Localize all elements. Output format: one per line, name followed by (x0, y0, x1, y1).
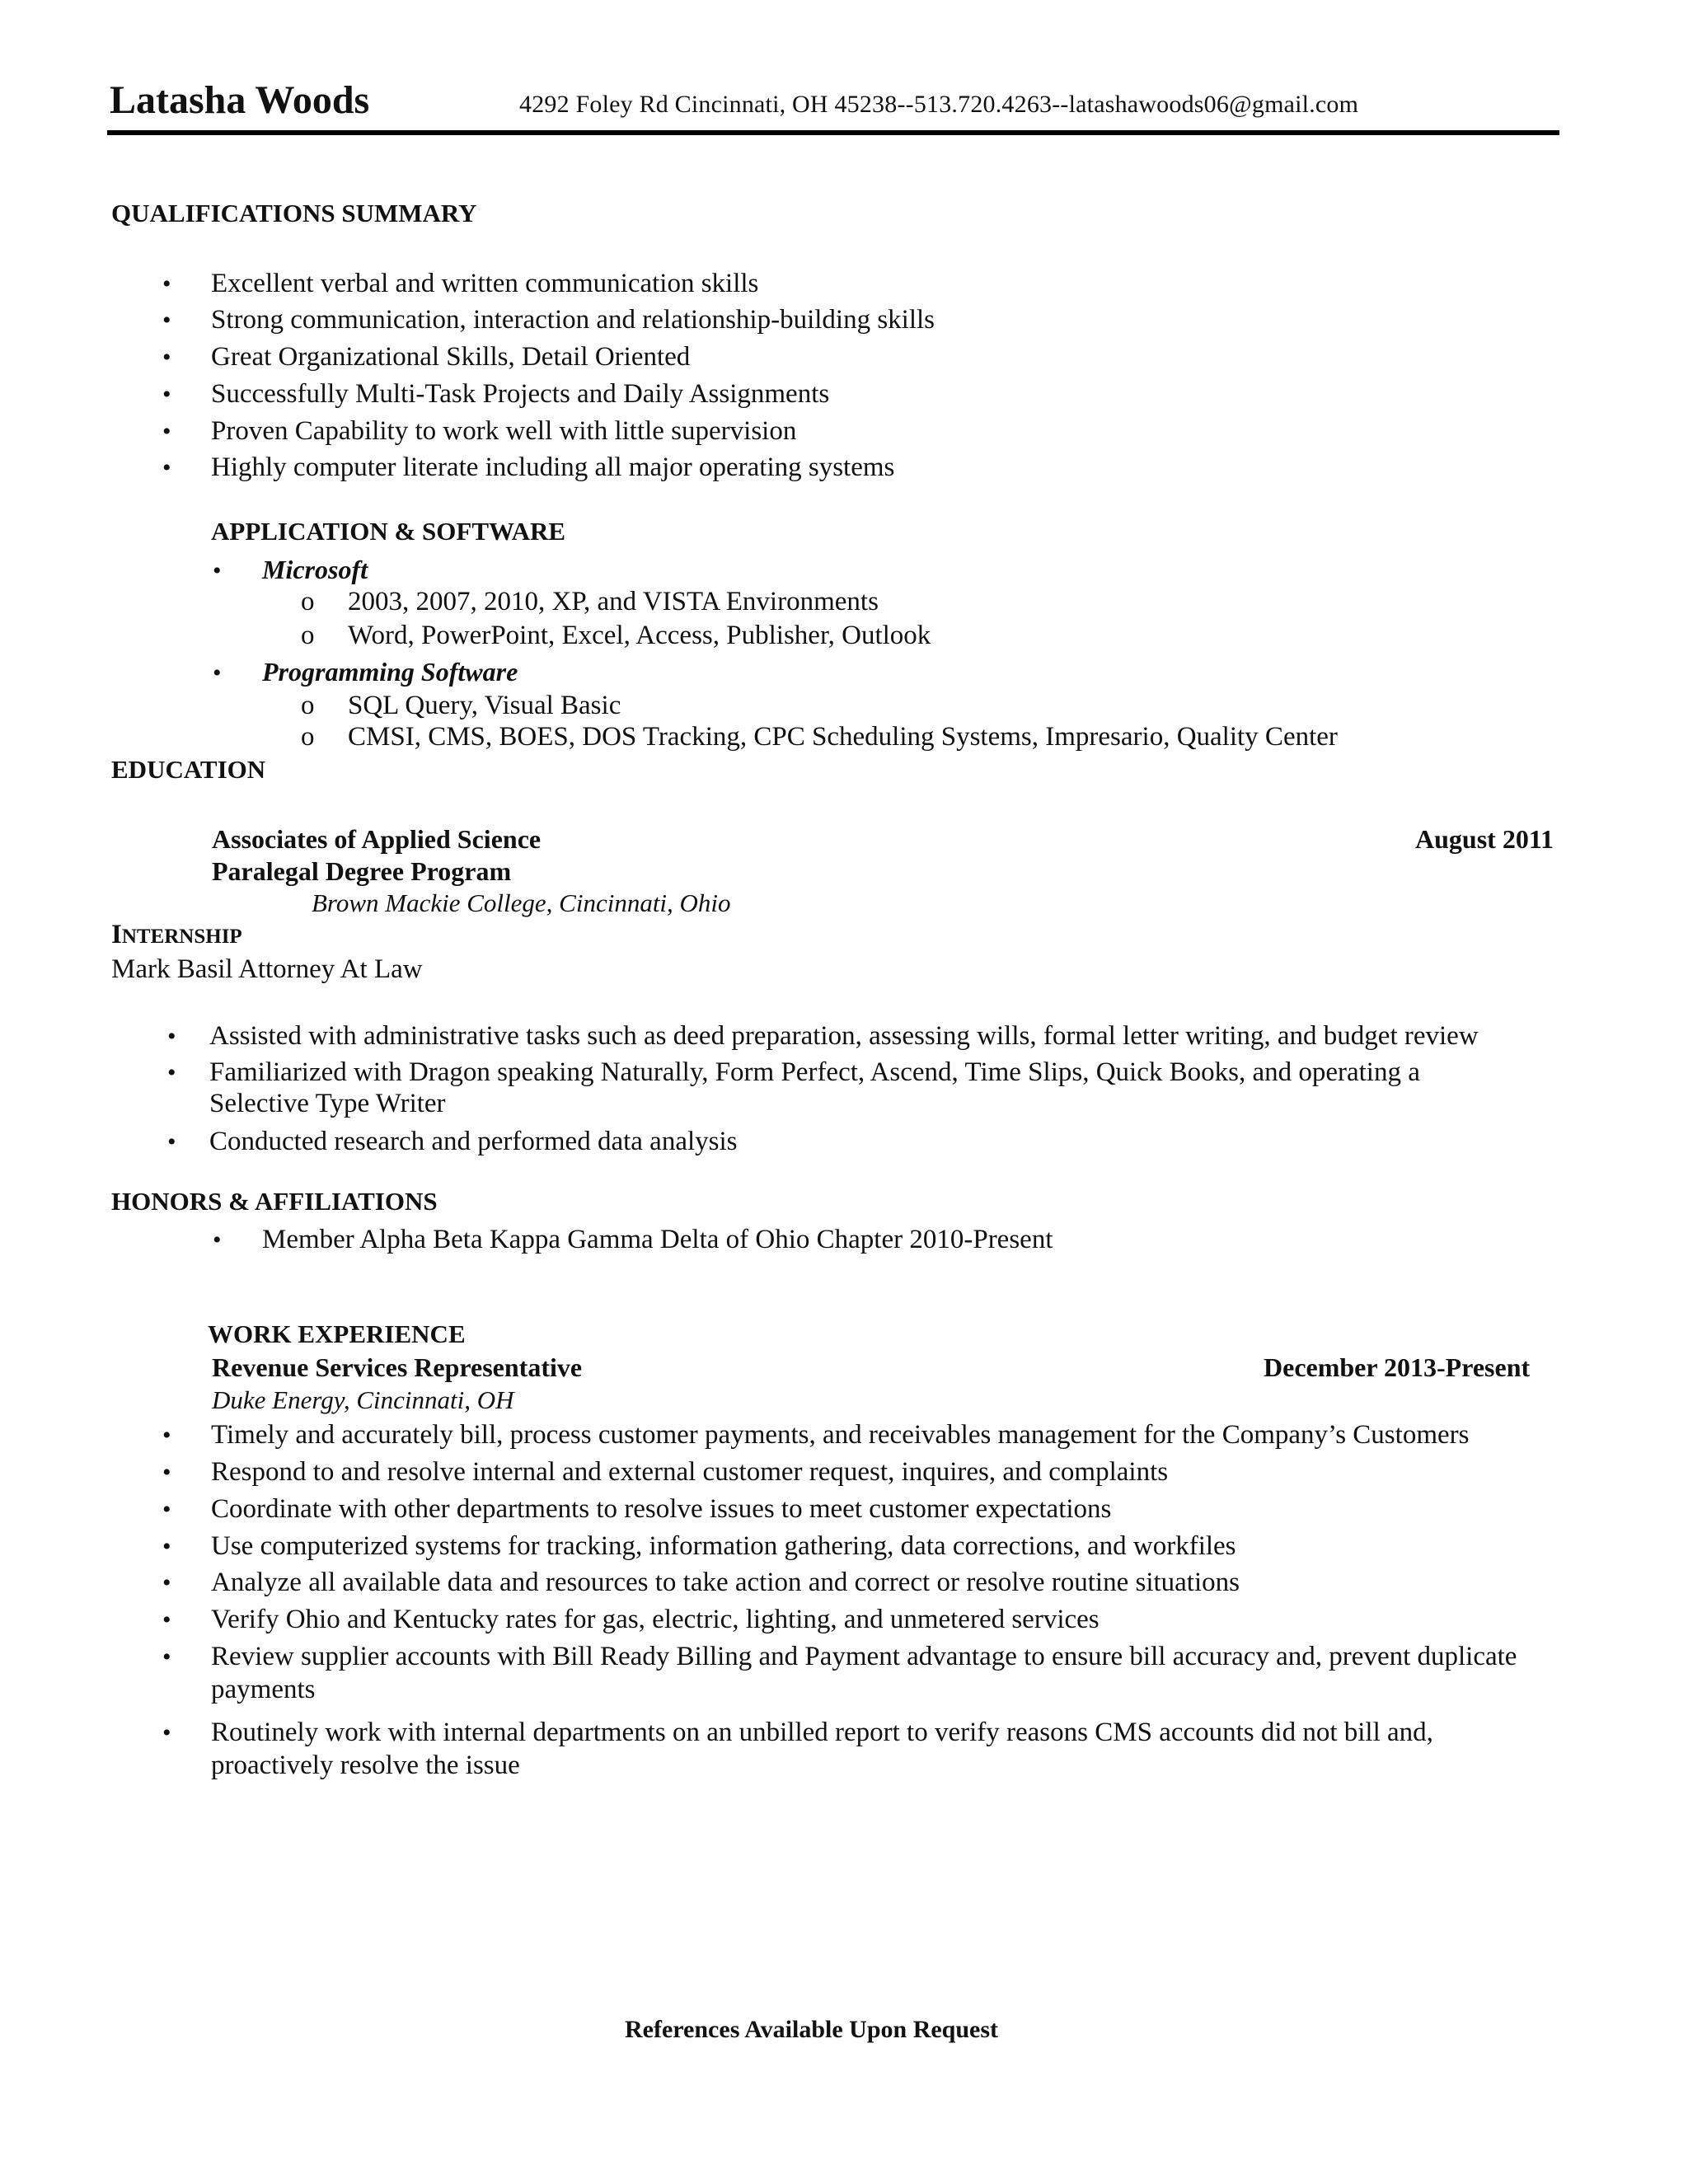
bullet-icon: • (162, 1569, 171, 1596)
bullet-icon: • (162, 1606, 171, 1633)
work-heading: WORK EXPERIENCE (208, 1319, 466, 1348)
references-note: References Available Upon Request (625, 2016, 999, 2043)
bullet-icon: • (162, 1496, 171, 1523)
candidate-name: Latasha Woods (110, 78, 370, 122)
bullet-icon: • (162, 270, 171, 298)
header-divider (107, 130, 1559, 135)
work-item: Coordinate with other departments to resolve issues to meet customer expectations (211, 1494, 1112, 1524)
qualification-item: Successfully Multi-Task Projects and Daily Assignments (211, 379, 830, 409)
internship-item: Assisted with administrative tasks such as deed preparation, assessing wills, formal letter writing, and budget review (209, 1021, 1479, 1051)
software-heading: APPLICATION & SOFTWARE (211, 517, 566, 546)
honors-item: Member Alpha Beta Kappa Gamma Delta of Ohio Chapter 2010-Present (262, 1225, 1053, 1254)
work-item: Respond to and resolve internal and external customer request, inquires, and complaints (211, 1457, 1169, 1487)
qualification-item: Strong communication, interaction and relationship-building skills (211, 305, 935, 335)
qualification-item: Great Organizational Skills, Detail Oriented (211, 342, 691, 372)
software-item: 2003, 2007, 2010, XP, and VISTA Environments (348, 587, 879, 616)
circle-bullet-icon: o (301, 722, 315, 752)
internship-item-continued: Selective Type Writer (209, 1089, 446, 1118)
work-item: Verify Ohio and Kentucky rates for gas, electric, lighting, and unmetered services (211, 1605, 1100, 1634)
bullet-icon: • (162, 1422, 171, 1449)
circle-bullet-icon: o (301, 691, 315, 720)
work-item: Use computerized systems for tracking, information gathering, data corrections, and workfiles (211, 1531, 1236, 1561)
education-school: Brown Mackie College, Cincinnati, Ohio (312, 888, 731, 917)
internship-item: Conducted research and performed data analysis (209, 1127, 738, 1156)
qualification-item: Excellent verbal and written communication skills (211, 269, 759, 298)
qualifications-heading: QUALIFICATIONS SUMMARY (111, 199, 477, 227)
work-date: December 2013-Present (1264, 1352, 1531, 1382)
bullet-icon: • (162, 307, 171, 334)
bullet-icon: • (162, 1643, 171, 1671)
work-role: Revenue Services Representative (212, 1352, 583, 1382)
education-degree: Associates of Applied Science (212, 824, 542, 854)
software-item: CMSI, CMS, BOES, DOS Tracking, CPC Scheduling Systems, Impresario, Quality Center (348, 722, 1338, 752)
internship-heading-rest: NTERNSHIP (121, 926, 242, 948)
qualification-item: Proven Capability to work well with little supervision (211, 416, 797, 446)
work-item: Routinely work with internal departments on an unbilled report to verify reasons CMS accounts did not bill and, (211, 1718, 1433, 1747)
education-program: Paralegal Degree Program (212, 856, 512, 886)
software-item: Word, PowerPoint, Excel, Access, Publisher, Outlook (348, 621, 931, 650)
education-heading: EDUCATION (111, 755, 266, 784)
contact-line: 4292 Foley Rd Cincinnati, OH 45238--513.720.4263--latashawoods06@gmail.com (519, 91, 1359, 118)
software-item: SQL Query, Visual Basic (348, 691, 621, 720)
internship-heading (111, 920, 242, 950)
bullet-icon: • (213, 557, 222, 584)
bullet-icon: • (162, 1533, 171, 1560)
work-company: Duke Energy, Cincinnati, OH (212, 1385, 514, 1414)
honors-heading: HONORS & AFFILIATIONS (111, 1187, 438, 1216)
internship-employer: Mark Basil Attorney At Law (111, 954, 423, 984)
bullet-icon: • (162, 454, 171, 481)
bullet-icon: • (162, 418, 171, 445)
work-item-continued: proactively resolve the issue (211, 1750, 520, 1780)
circle-bullet-icon: o (301, 587, 315, 616)
internship-heading-initial: I (111, 920, 122, 949)
work-item: Review supplier accounts with Bill Ready Billing and Payment advantage to ensure bill accuracy and, prevent duplicate (211, 1642, 1517, 1671)
bullet-icon: • (213, 659, 222, 687)
education-date: August 2011 (1415, 824, 1554, 854)
work-item: Analyze all available data and resources to take action and correct or resolve routine situations (211, 1568, 1240, 1597)
bullet-icon: • (167, 1059, 176, 1086)
qualification-item: Highly computer literate including all major operating systems (211, 452, 895, 482)
software-group-microsoft: Microsoft (262, 555, 368, 584)
work-item: Timely and accurately bill, process customer payments, and receivables management for the Company’s Customers (211, 1420, 1470, 1450)
bullet-icon: • (213, 1226, 222, 1254)
bullet-icon: • (162, 1459, 171, 1486)
internship-item: Familiarized with Dragon speaking Naturally, Form Perfect, Ascend, Time Slips, Quick Books, and operating a (209, 1057, 1420, 1087)
bullet-icon: • (162, 381, 171, 408)
bullet-icon: • (167, 1023, 176, 1050)
work-item-continued: payments (211, 1675, 316, 1704)
circle-bullet-icon: o (301, 621, 315, 650)
bullet-icon: • (167, 1128, 176, 1155)
bullet-icon: • (162, 344, 171, 371)
software-group-programming: Programming Software (262, 657, 518, 687)
bullet-icon: • (162, 1719, 171, 1746)
